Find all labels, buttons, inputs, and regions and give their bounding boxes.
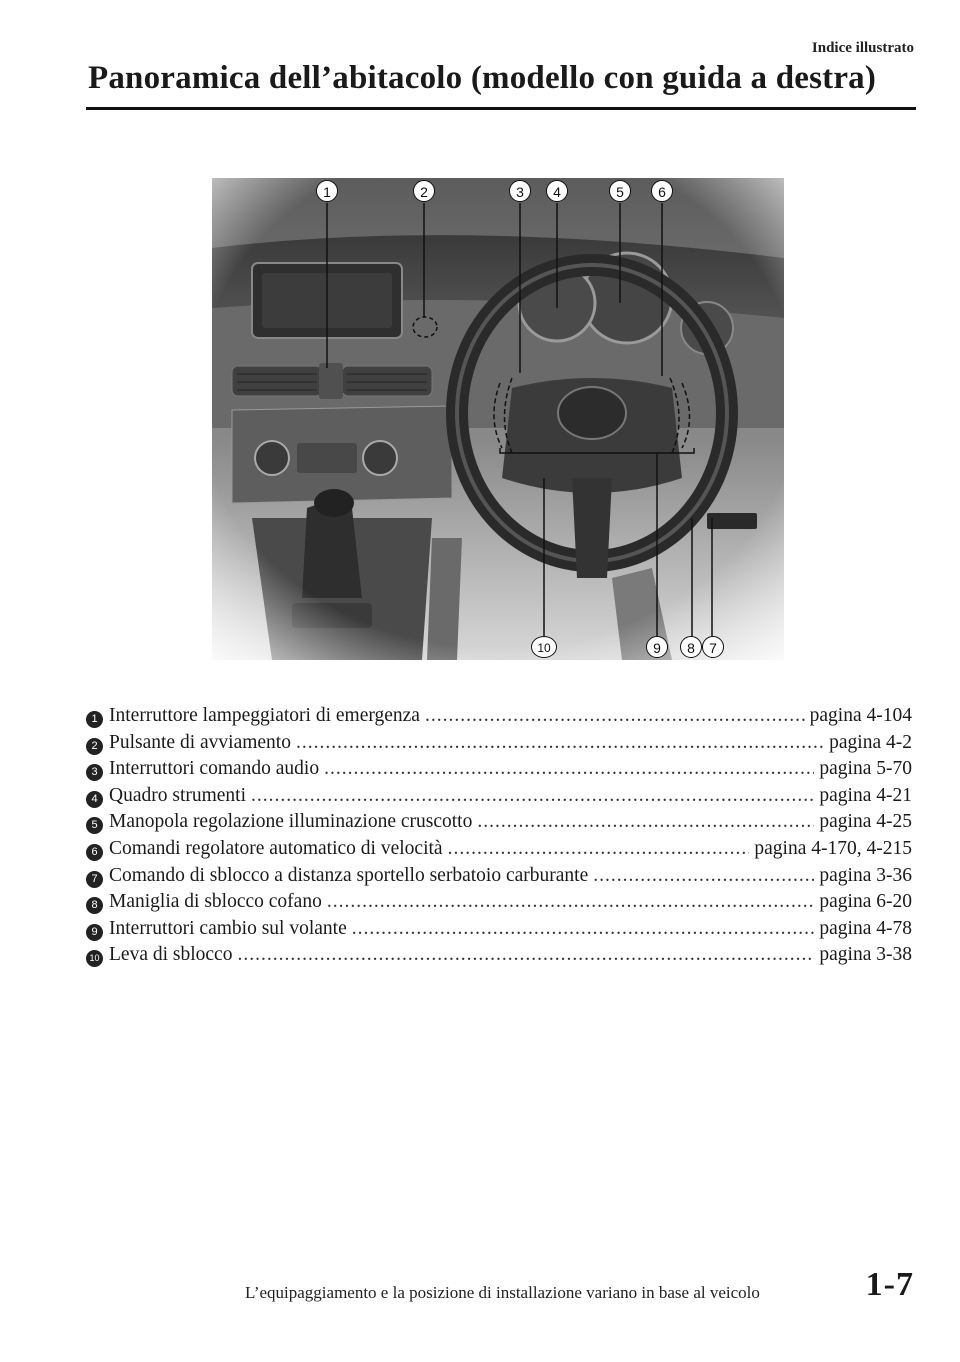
section-label: Indice illustrato (811, 40, 914, 56)
callout-5: 5 (609, 180, 631, 202)
item-number-badge: 8 (86, 897, 103, 914)
list-item (86, 756, 912, 783)
dot-leader (327, 889, 815, 915)
callout-4: 4 (546, 180, 568, 202)
item-label: Interruttore lampeggiatori di emergenza (109, 705, 420, 726)
footer-note: L’equipaggiamento e la posizione di installazione variano in base al veicolo (245, 1283, 760, 1302)
item-page-ref: pagina 4-25 (819, 811, 912, 833)
item-number-badge: 1 (86, 711, 103, 728)
dot-leader (352, 916, 815, 942)
item-page-ref: pagina 3-38 (819, 944, 912, 966)
dot-leader (324, 756, 814, 782)
item-number-badge: 9 (86, 924, 103, 941)
list-item (86, 809, 912, 836)
item-label: Leva di sblocco (109, 944, 233, 966)
item-page-ref: pagina 6-20 (819, 891, 912, 913)
item-page-ref: pagina 4-104 (809, 705, 912, 726)
item-page-ref: pagina 4-170, 4-215 (754, 837, 912, 859)
list-item (86, 730, 912, 757)
callout-9: 9 (646, 636, 668, 658)
list-item (86, 703, 912, 730)
list-item (86, 942, 912, 969)
page-number: 1-7 (865, 1266, 914, 1303)
item-number-badge: 10 (86, 950, 103, 967)
title-rule (86, 107, 916, 110)
dot-leader (593, 863, 814, 889)
dot-leader (448, 836, 750, 862)
dot-leader (425, 703, 805, 729)
item-page-ref: pagina 3-36 (819, 864, 912, 886)
item-label: Interruttori cambio sul volante (109, 917, 347, 939)
item-number-badge: 7 (86, 871, 103, 888)
list-item (86, 783, 912, 810)
dot-leader (251, 783, 814, 809)
item-page-ref: pagina 5-70 (819, 758, 912, 780)
item-label: Maniglia di sblocco cofano (109, 891, 322, 913)
callout-1: 1 (316, 180, 338, 202)
item-label: Comando di sblocco a distanza sportello serbatoio carburante (109, 864, 589, 886)
dot-leader (237, 942, 814, 968)
item-label: Pulsante di avviamento (109, 731, 291, 753)
item-label: Interruttori comando audio (109, 758, 320, 780)
item-number-badge: 5 (86, 817, 103, 834)
item-label: Manopola regolazione illuminazione cruscotto (109, 811, 473, 833)
item-page-ref: pagina 4-2 (829, 731, 912, 753)
item-page-ref: pagina 4-78 (819, 917, 912, 939)
cockpit-illustration (212, 178, 784, 660)
callout-3: 3 (509, 180, 531, 202)
callout-6: 6 (651, 180, 673, 202)
item-label: Quadro strumenti (109, 784, 247, 806)
callout-2: 2 (413, 180, 435, 202)
callout-10: 10 (531, 636, 557, 658)
item-number-badge: 2 (86, 738, 103, 755)
item-number-badge: 3 (86, 764, 103, 781)
item-page-ref: pagina 4-21 (819, 784, 912, 806)
callout-8: 8 (680, 636, 702, 658)
dot-leader (296, 730, 824, 756)
list-item (86, 916, 912, 943)
cockpit-figure (212, 178, 784, 660)
list-item (86, 836, 912, 863)
item-number-badge: 4 (86, 791, 103, 808)
item-label: Comandi regolatore automatico di velocità (109, 837, 443, 859)
page-title: Panoramica dell’abitacolo (modello con guida a destra) (88, 60, 877, 96)
callout-7: 7 (702, 636, 724, 658)
item-list (86, 703, 912, 969)
item-number-badge: 6 (86, 844, 103, 861)
list-item (86, 889, 912, 916)
list-item (86, 863, 912, 890)
dot-leader (477, 809, 814, 835)
